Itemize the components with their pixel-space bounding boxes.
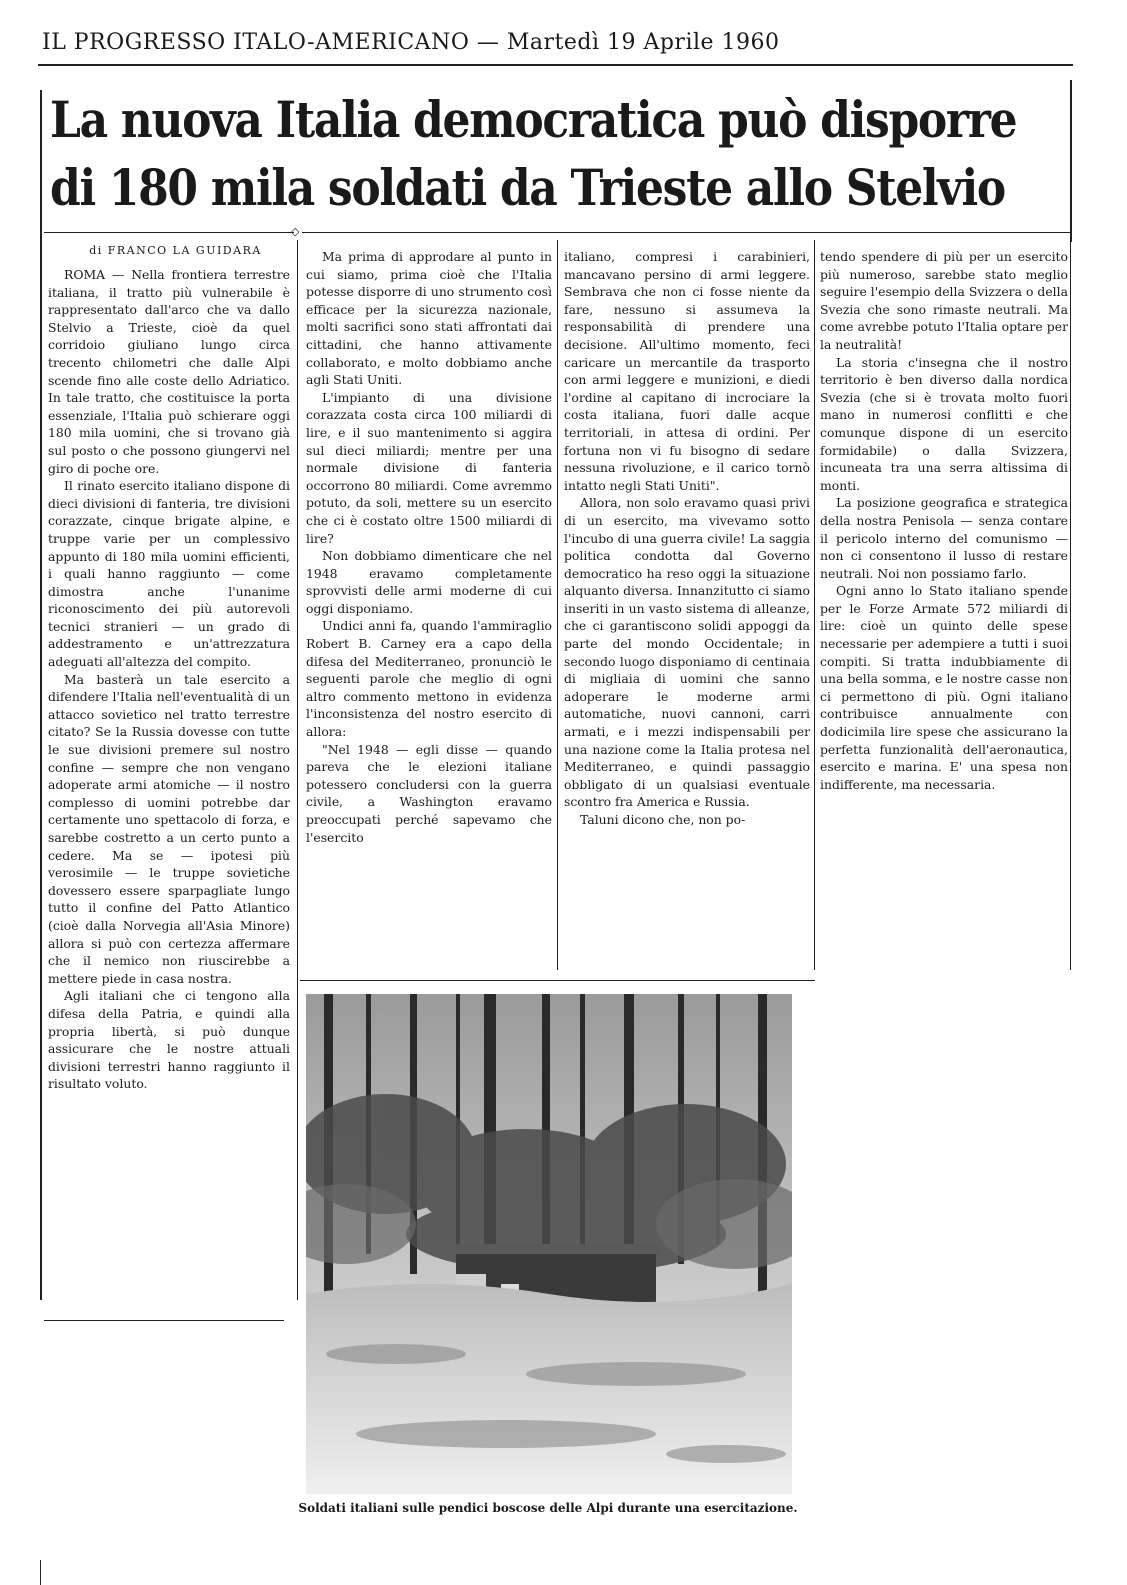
headline-line-1: La nuova Italia democratica può disporre bbox=[50, 90, 1017, 149]
ornament: ◇ bbox=[291, 225, 300, 238]
text-bottom-rule bbox=[300, 980, 815, 981]
right-frame-rule bbox=[1070, 80, 1072, 242]
headline-bottom-rule-right bbox=[302, 232, 1070, 233]
masthead-rule bbox=[38, 64, 1073, 66]
left-margin-rule-bottom bbox=[40, 1560, 41, 1585]
paragraph: La storia c'insegna che il nostro territorio è ben diverso dalla nordica Svezia (che si è trovata molto fuori mano in numerosi conflitti e che comunque dispone di un esercito formidabile) o dalla Svizzera, incuneata tra una serra altissima di monti. bbox=[820, 354, 1068, 493]
column-rule-1 bbox=[297, 240, 298, 1300]
paragraph: Agli italiani che ci tengono alla difesa della Patria, e quindi alla propria libertà, si può dunque assicurare che le nostre attuali divisioni terrestri hanno raggiunto il risultato voluto. bbox=[48, 988, 290, 1092]
paragraph: Undici anni fa, quando l'ammiraglio Robert B. Carney era a capo della difesa del Mediterraneo, pronunciò le seguenti parole che meglio di ogni altro commento mettono in evidenza l'inconsistenza del nostro esercito di allora: bbox=[306, 618, 552, 740]
masthead: IL PROGRESSO ITALO-AMERICANO — Martedì 19 Aprile 1960 bbox=[42, 30, 780, 55]
left-frame-rule bbox=[40, 90, 42, 1300]
headline bbox=[50, 86, 1017, 222]
paragraph: italiano, compresi i carabinieri, mancavano persino di armi leggere. Sembrava che non ci fosse niente da fare, nessuno si assumeva la responsabilità di prendere una decisione. All'ultimo momento, feci caricare un mercantile da trasporto con armi leggere e munizioni, e diedi l'ordine al capitano di incrociare la costa italiana, fuori dalle acque territoriali, in attesa di ordini. Per fortuna non vi fu bisogno di sedare nessuna rivoluzione, e il carico tornò intatto negli Stati Uniti". bbox=[564, 249, 810, 493]
paragraph: Allora, non solo eravamo quasi privi di un esercito, ma vivevamo sotto l'incubo di una guerra civile! La saggia politica condotta dal Governo democratico ha reso oggi la situazione alquanto diversa. Innanzitutto ci siamo inseriti in un vasto sistema di alleanze, che ci garantiscono solidi appoggi da parte del mondo Occidentale; in secondo luogo disponiamo di centinaia di migliaia di uomini che sanno adoperare le moderne armi automatiche, nuovi cannoni, carri armati, e i mezzi indispensabili per una nazione come la Italia protesa nel Mediterraneo, e quindi passaggio obbligato di un qualsiasi eventuale scontro fra America e Russia. bbox=[564, 495, 810, 810]
byline: di FRANCO LA GUIDARA bbox=[89, 244, 262, 257]
forest-photo bbox=[306, 994, 792, 1494]
article-column-2 bbox=[306, 248, 552, 846]
paragraph: "Nel 1948 — egli disse — quando pareva che le elezioni italiane potessero concludersi con la guerra civile, a Washington eravamo preoccupati perché sapevamo che l'esercito bbox=[306, 741, 552, 845]
headline-bottom-rule bbox=[44, 232, 294, 233]
column-rule-4 bbox=[1070, 240, 1071, 970]
column-rule-2 bbox=[557, 240, 558, 970]
paragraph: Ogni anno lo Stato italiano spende per le Forze Armate 572 miliardi di lire: cioè un quinto delle spese necessarie per adempiere a tutti i suoi compiti. Si tratta indubbiamente di una bella somma, e le nostre casse non ci permettono di più. Ogni italiano contribuisce annualmente con dodicimila lire spese che assicurano la perfetta funzionalità dell'aeronautica, esercito e marina. E' una spesa non indifferente, ma necessaria. bbox=[820, 583, 1068, 792]
article-column-3 bbox=[564, 248, 810, 829]
paragraph: Taluni dicono che, non po- bbox=[580, 812, 746, 827]
col1-bottom-rule bbox=[44, 1320, 284, 1321]
paragraph: Non dobbiamo dimenticare che nel 1948 eravamo completamente sprovvisti delle armi moderne di cui oggi disponiamo. bbox=[306, 548, 552, 616]
paragraph: ROMA — Nella frontiera terrestre italiana, il tratto più vulnerabile è rappresentato dall'arco che va dallo Stelvio a Trieste, cioè da quel corridoio giuliano lungo circa trecento chilometri che dalle Alpi scende fino alle coste dello Adriatico. In tale tratto, che costituisce la porta essenziale, l'Italia può schierare oggi 180 mila uomini, che si trovano già sul posto o che possono giungervi nel giro di poche ore. bbox=[48, 267, 290, 476]
column-rule-3 bbox=[814, 240, 815, 970]
headline-line-2: di 180 mila soldati da Trieste allo Stelvio bbox=[50, 158, 1005, 217]
forest-photo-illustration bbox=[306, 994, 792, 1494]
paragraph: tendo spendere di più per un esercito più numeroso, sarebbe stato meglio seguire l'esempio della Svizzera o della Svezia che sono rimaste neutrali. Ma come avrebbe potuto l'Italia optare per la neutralità! bbox=[820, 249, 1068, 352]
paragraph: Ma prima di approdare al punto in cui siamo, prima cioè che l'Italia potesse disporre di uno strumento così efficace per la sicurezza nazionale, molti sacrifici sono stati affrontati dai cittadini, che hanno attivamente collaborato, e molto dobbiamo anche agli Stati Uniti. bbox=[306, 249, 552, 388]
paragraph: Il rinato esercito italiano dispone di dieci divisioni di fanteria, tre divisioni corazzate, cinque brigate alpine, e truppe varie per un complessivo appunto di 180 mila uomini efficienti, i quali hanno raggiunto — come dimostra anche l'unanime riconoscimento dei più autorevoli tecnici stranieri — un grado di addestramento e un'attrezzatura adeguati all'altezza del compito. bbox=[48, 478, 290, 670]
photo-caption: Soldati italiani sulle pendici boscose delle Alpi durante una esercitazione. bbox=[298, 1501, 798, 1515]
article-column-4 bbox=[820, 248, 1068, 793]
article-column-1 bbox=[48, 266, 290, 1093]
paragraph: L'impianto di una divisione corazzata costa circa 100 miliardi di lire, e il suo mantenimento si aggira sul dieci miliardi; mentre per una normale divisione di fanteria occorrono 80 miliardi. Come avremmo potuto, da soli, mettere su un esercito che ci è costato oltre 1500 miliardi di lire? bbox=[306, 389, 552, 546]
paragraph: Ma basterà un tale esercito a difendere l'Italia nell'eventualità di un attacco sovietico nel tratto terrestre citato? Se la Russia dovesse con tutte le sue divisioni premere sul nostro confine — sempre che non vengano adoperate armi atomiche — il nostro complesso di uomini potrebbe dar certamente uno spettacolo di forza, e sarebbe costretto a un certo punto a cedere. Ma se — ipotesi più verosimile — le truppe sovietiche dovessero essere sparpagliate lungo tutto il confine del Patto Atlantico (cioè dalla Norvegia all'Asia Minore) allora si può con certezza affermare che il nemico non riuscirebbe a mettere piede in casa nostra. bbox=[48, 671, 290, 986]
paragraph: La posizione geografica e strategica della nostra Penisola — senza contare il pericolo interno del comunismo — non ci consentono il lusso di restare neutrali. Noi non possiamo farlo. bbox=[820, 495, 1068, 581]
